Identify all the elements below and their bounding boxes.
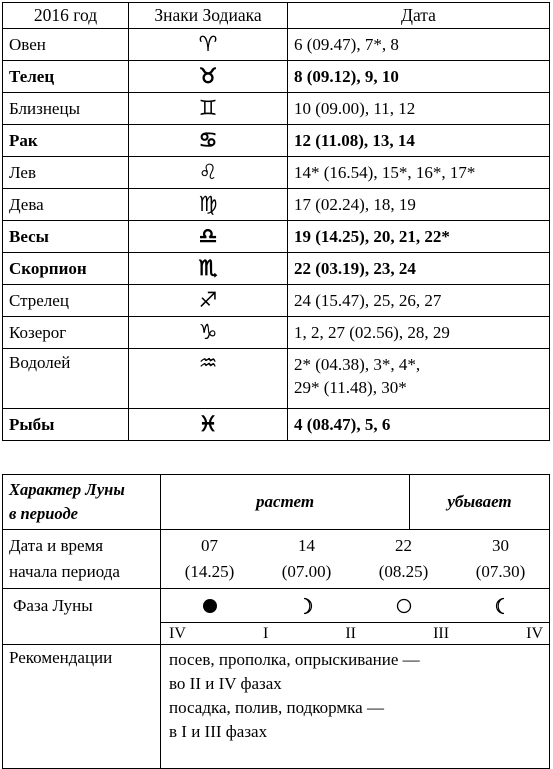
- moon-phases: [161, 589, 549, 622]
- zodiac-sign-name: Стрелец: [3, 285, 129, 317]
- recommendation-line: посев, прополка, опрыскивание —: [169, 650, 420, 669]
- moon-phase-roman: II: [345, 624, 356, 642]
- moon-datetime-label-line2: начала периода: [9, 562, 120, 581]
- zodiac-row: [3, 317, 550, 349]
- sagittarius-icon: ♐︎: [129, 285, 288, 317]
- scorpio-icon: ♏︎: [129, 253, 288, 285]
- last-quarter-moon-icon: [452, 597, 549, 615]
- zodiac-row: [3, 61, 550, 93]
- header-date: Дата: [288, 3, 550, 29]
- zodiac-dates: [288, 409, 550, 441]
- moon-period-time: (14.25): [184, 562, 235, 581]
- moon-phase-label: Фаза Луны: [3, 589, 161, 623]
- moon-character-label: [3, 475, 161, 530]
- zodiac-sign-name: Дева: [3, 189, 129, 221]
- zodiac-row: [3, 349, 550, 409]
- zodiac-dates-line: 8 (09.12), 9, 10: [294, 67, 399, 86]
- zodiac-row: [3, 285, 550, 317]
- moon-period-4: [452, 530, 549, 588]
- header-year: 2016 год: [3, 3, 129, 29]
- moon-roman-row: [3, 623, 550, 645]
- moon-phase-roman: I: [262, 624, 269, 642]
- zodiac-sign-name: Скорпион: [3, 253, 129, 285]
- zodiac-row: [3, 125, 550, 157]
- moon-periods: [161, 530, 549, 588]
- zodiac-dates: [288, 125, 550, 157]
- zodiac-row: [3, 409, 550, 441]
- cancer-icon: ♋︎: [129, 125, 288, 157]
- moon-phase-table: [2, 474, 550, 769]
- zodiac-sign-name: Рак: [3, 125, 129, 157]
- aries-icon: ♈︎: [129, 29, 288, 61]
- zodiac-dates: [288, 157, 550, 189]
- zodiac-dates-line: 24 (15.47), 25, 26, 27: [294, 291, 442, 310]
- recommendations-text: [161, 645, 550, 769]
- zodiac-dates-line: 22 (03.19), 23, 24: [294, 259, 416, 278]
- libra-icon: ♎︎: [129, 221, 288, 253]
- moon-character-row: [3, 475, 550, 530]
- moon-period-time: (08.25): [378, 562, 429, 581]
- zodiac-dates-line: 4 (08.47), 5, 6: [294, 415, 391, 434]
- moon-character-label-line2: в периоде: [9, 504, 78, 523]
- zodiac-dates: [288, 61, 550, 93]
- taurus-icon: ♉︎: [129, 61, 288, 93]
- zodiac-dates-line: 2* (04.38), 3*, 4*,: [294, 355, 421, 374]
- moon-datetime-label-line1: Дата и время: [9, 536, 104, 555]
- zodiac-sign-name: Телец: [3, 61, 129, 93]
- moon-period-time: (07.30): [475, 562, 526, 581]
- zodiac-row: [3, 93, 550, 125]
- zodiac-header-row: [3, 3, 550, 29]
- moon-phases-cell: [161, 589, 550, 623]
- zodiac-sign-name: Близнецы: [3, 93, 129, 125]
- moon-phase-roman: IV: [169, 624, 186, 642]
- moon-period-day: 22: [395, 536, 412, 555]
- zodiac-dates: [288, 221, 550, 253]
- zodiac-dates-line: 14* (16.54), 15*, 16*, 17*: [294, 163, 476, 182]
- zodiac-dates-line: 17 (02.24), 18, 19: [294, 195, 416, 214]
- zodiac-dates: [288, 285, 550, 317]
- moon-period-day: 14: [298, 536, 315, 555]
- moon-periods-cell: [161, 530, 550, 589]
- moon-period-day: 07: [201, 536, 218, 555]
- moon-period-2: [258, 530, 355, 588]
- virgo-icon: ♍︎: [129, 189, 288, 221]
- moon-waning-label: убывает: [410, 475, 550, 530]
- zodiac-dates: [288, 29, 550, 61]
- zodiac-dates: [288, 93, 550, 125]
- zodiac-table: [2, 2, 550, 441]
- gemini-icon: ♊︎: [129, 93, 288, 125]
- zodiac-sign-name: Весы: [3, 221, 129, 253]
- aquarius-icon: ♒︎: [129, 349, 288, 409]
- moon-datetime-row: [3, 530, 550, 589]
- zodiac-dates: [288, 317, 550, 349]
- first-quarter-moon-icon: [258, 597, 355, 615]
- new-moon-icon: [161, 598, 258, 614]
- header-signs: Знаки Зодиака: [129, 3, 288, 29]
- zodiac-dates-line: 19 (14.25), 20, 21, 22*: [294, 227, 450, 246]
- moon-roman-spacer: [3, 623, 161, 645]
- moon-period-day: 30: [492, 536, 509, 555]
- moon-character-label-line1: Характер Луны: [9, 480, 125, 499]
- full-moon-icon: [355, 598, 452, 614]
- zodiac-sign-name: Рыбы: [3, 409, 129, 441]
- zodiac-dates-line: 12 (11.08), 13, 14: [294, 131, 415, 150]
- moon-period-3: [355, 530, 452, 588]
- zodiac-sign-name: Козерог: [3, 317, 129, 349]
- pisces-icon: ♓︎: [129, 409, 288, 441]
- zodiac-row: [3, 157, 550, 189]
- zodiac-dates-line: 10 (09.00), 11, 12: [294, 99, 416, 118]
- moon-growing-label: растет: [161, 475, 410, 530]
- recommendation-line: посадка, полив, подкормка —: [169, 698, 384, 717]
- moon-period-1: [161, 530, 258, 588]
- moon-phase-roman: III: [433, 624, 450, 642]
- moon-phase-roman: IV: [526, 624, 543, 642]
- zodiac-dates: [288, 253, 550, 285]
- zodiac-dates: [288, 349, 550, 409]
- zodiac-row: [3, 29, 550, 61]
- leo-icon: ♌︎: [129, 157, 288, 189]
- zodiac-dates-line: 1, 2, 27 (02.56), 28, 29: [294, 323, 450, 342]
- zodiac-sign-name: Лев: [3, 157, 129, 189]
- zodiac-dates: [288, 189, 550, 221]
- moon-datetime-label: [3, 530, 161, 589]
- recommendation-line: в I и III фазах: [169, 722, 268, 741]
- moon-phase-row: [3, 589, 550, 623]
- zodiac-sign-name: Овен: [3, 29, 129, 61]
- recommendations-label: Рекомендации: [3, 645, 161, 769]
- moon-recommendations-row: [3, 645, 550, 769]
- zodiac-dates-line: 29* (11.48), 30*: [294, 378, 407, 397]
- zodiac-dates-line: 6 (09.47), 7*, 8: [294, 35, 399, 54]
- zodiac-row: [3, 221, 550, 253]
- moon-romans: [161, 623, 549, 644]
- moon-period-time: (07.00): [281, 562, 332, 581]
- capricorn-icon: ♑︎: [129, 317, 288, 349]
- zodiac-sign-name: Водолей: [3, 349, 129, 409]
- moon-romans-cell: [161, 623, 550, 645]
- zodiac-row: [3, 189, 550, 221]
- zodiac-row: [3, 253, 550, 285]
- recommendation-line: во II и IV фазах: [169, 674, 282, 693]
- zodiac-table-body: [3, 3, 550, 441]
